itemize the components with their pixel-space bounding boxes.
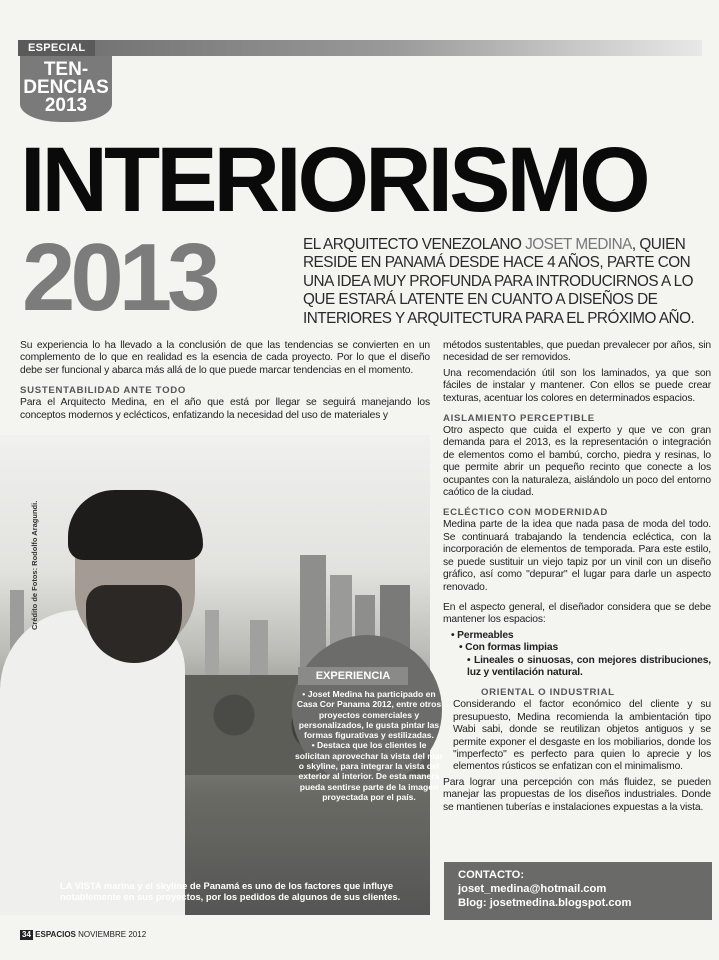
experiencia-item: • Destaca que los clientes le solicitan aprovechar la vista del mar o skyline, para integrar la vista del exterior al interior. De esta manera pueda sentirse parte de la imagen proyectada por el país. — [294, 740, 444, 802]
header-band — [18, 40, 702, 56]
experiencia-title: EXPERIENCIA — [298, 667, 408, 685]
experiencia-text — [294, 689, 444, 802]
contact-box — [444, 862, 712, 920]
photo-caption: LA VISTA marina y el skyline de Panamá es uno de los factores que influye notablemente en sus proyectos, por los pedidos de algunos de sus clientes. — [60, 880, 401, 902]
paragraph: Otro aspecto que cuida el experto y que ve con gran demanda para el 2013, es la representación o integración de elementos como el bambú, corcho, piedra y resinas, lo que permite abrir un pequeño recinto que conecte a los ocupantes con la naturaleza, aislándolo un poco del entorno caótico de la ciudad. — [443, 425, 711, 499]
page-number: 34 — [22, 930, 31, 939]
subhead-eclectico: ECLÉCTICO CON MODERNIDAD — [443, 507, 608, 519]
paragraph: Para lograr una percepción con más fluidez, se pueden manejar las propuestas de los diseños industriales. Donde se mantienen tuberías e instalaciones expuestas a la vista. — [443, 776, 711, 813]
photo-credit-text: Crédito de Fotos: Rodolfo Aragundi. — [30, 500, 39, 630]
title-year: 2013 — [22, 224, 216, 331]
issue-date: NOVIEMBRE 2012 — [78, 930, 147, 939]
deck-after: , QUIEN RESIDE EN PANAMÁ DESDE HACE 4 AÑOS, PARTE CON UNA IDEA MUY PROFUNDA PARA INTRODUCIRNOS A LO QUE ESTARÁ LATENTE EN CUANTO A DISEÑOS DE INTERIORES Y ARQUITECTURA PARA EL PRÓXIMO AÑO. — [303, 236, 695, 327]
photo-credit — [30, 500, 42, 630]
subhead-oriental: ORIENTAL O INDUSTRIAL — [481, 687, 615, 699]
person-hair — [68, 490, 203, 560]
paragraph: Para el Arquitecto Medina, en el año que está por llegar se seguirá manejando los conceptos modernos y eclécticos, enfatizando la necesidad del uso de materiales y — [20, 397, 430, 421]
architect-name: JOSET MEDINA — [525, 236, 632, 253]
page-title: INTERIORISMO — [20, 129, 647, 231]
tendencias-badge — [20, 56, 112, 122]
badge-line-2: DENCIAS — [23, 77, 109, 98]
intro-paragraph: Su experiencia lo ha llevado a la conclusión de que las tendencias se convierten en un complemento de lo que en realidad es la esencia de cada proyecto. Por lo que el diseño debe ser funcional y abarca más allá de lo que puede marcar tendencias en el momento. — [20, 340, 430, 376]
bullet-item: • Lineales o sinuosas, con mejores distribuciones, luz y ventilación natural. — [451, 655, 711, 680]
magazine-name: ESPACIOS — [35, 930, 76, 939]
deck-text — [303, 236, 703, 328]
badge-line-3: 2013 — [44, 95, 88, 116]
subhead-aislamiento: AISLAMIENTO PERCEPTIBLE — [443, 413, 595, 425]
building — [250, 620, 268, 675]
paragraph: En el aspecto general, el diseñador considera que se debe mantener los espacios: — [443, 601, 711, 626]
paragraph: Una recomendación útil son los laminados, ya que son fáciles de instalar y mantener. Con ellos se puede crear texturas, acentuar los colores en determinados espacios. — [443, 367, 711, 404]
subhead-sustentabilidad: SUSTENTABILIDAD ANTE TODO — [20, 385, 187, 397]
experiencia-item: • Joset Medina ha participado en Casa Cor Panama 2012, entre otros proyectos comerciales y personalizados, le gusta pintar las formas figurativas y estilizadas. — [296, 689, 442, 741]
contact-blog: Blog: josetmedina.blogspot.com — [458, 897, 632, 909]
bullet-item: • Permeables — [451, 630, 711, 642]
bullet-list — [451, 630, 711, 680]
contact-label: CONTACTO: — [458, 869, 525, 881]
deck-before: EL ARQUITECTO VENEZOLANO — [303, 236, 526, 253]
contact-email: joset_medina@hotmail.com — [458, 883, 607, 895]
paragraph: métodos sustentables, que puedan prevalecer por años, sin necesidad de ser removidos. — [443, 340, 711, 364]
badge-line-1: TEN- — [43, 59, 89, 80]
section-label: ESPECIAL — [18, 40, 95, 56]
left-column — [20, 340, 430, 422]
right-column — [443, 340, 711, 817]
bullet-item: • Con formas limpias — [451, 642, 711, 654]
building — [205, 610, 219, 675]
page-footer — [20, 930, 146, 940]
paragraph: Medina parte de la idea que nada pasa de moda del todo. Se continuará trabajando la tendencia ecléctica, con la incorporación de elementos de temporada. Para este estilo, se puede sustituir un viejo tapiz por un vinil con un diseño gráfico, así como "depurar" el lugar para darle un aspecto renovado. — [443, 519, 711, 593]
paragraph: Considerando el factor económico del cliente y su presupuesto, Medina recomienda la ambientación tipo Wabi sabi, donde se reutilizan objetos antiguos y se permite exponer el desgaste en los mobiliarios, donde los "imperfecto" es perfecto para quien lo aprecie y los elementos rústicos se enfatizan con el minimalismo. — [453, 699, 711, 773]
